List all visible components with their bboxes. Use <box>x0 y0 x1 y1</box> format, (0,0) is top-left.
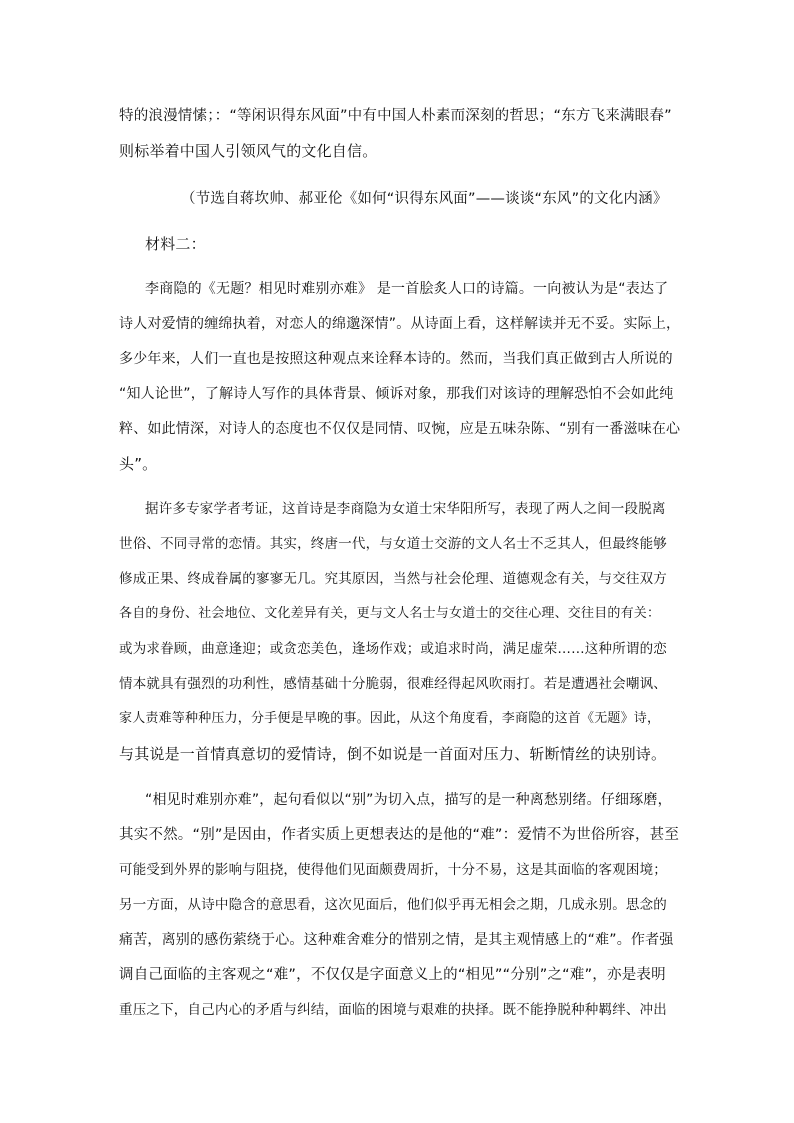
paragraph-line: 头”。 <box>119 455 158 473</box>
intro-line: 特的浪漫情愫；：“等闲识得东风面”中有中国人朴素而深刻的哲思；“东方飞来满眼春” <box>119 108 672 124</box>
paragraph-line: 重压之下，自己内心的矛盾与纠结，面临的困境与艰难的抉择。既不能挣脱种种羁绊、冲出 <box>119 1002 667 1018</box>
intro-line: 则标举着中国人引领风气的文化自信。 <box>119 142 378 160</box>
paragraph-line: “知人论世”，了解诗人写作的具体背景、倾诉对象，那我们对该诗的理解恐怕不会如此纯 <box>119 386 674 402</box>
material-heading: 材料二： <box>145 235 206 253</box>
paragraph-line: 调自己面临的主客观之“难”，不仅仅是字面意义上的“相见”“分别”之“难”，亦是表明 <box>119 967 666 983</box>
paragraph-line: 粹、如此情深，对诗人的态度也不仅仅是同情、叹惋，应是五味杂陈、“别有一番滋味在心 <box>119 421 681 437</box>
paragraph-line: 李商隐的《无题？相见时难别亦难》 是一首脍炙人口的诗篇。一向被认为是“表达了 <box>145 281 669 297</box>
paragraph-line: 另一方面，从诗中隐含的意思看，这次见面后，他们似乎再无相会之期，几成永别。思念的 <box>119 897 667 913</box>
paragraph-line: 痛苦，离别的感伤萦绕于心。这种难舍难分的惜别之情，是其主观情感上的“难”。作者强 <box>119 932 674 948</box>
paragraph-line: 家人责难等种种压力，分手便是早晚的事。因此，从这个角度看，李商隐的这首《无题》诗， <box>119 711 661 726</box>
paragraph-line: 诗人对爱情的缠绵执着，对恋人的绵邈深情”。从诗面上看，这样解读并无不妥。实际上， <box>119 316 681 332</box>
paragraph-line: 多少年来，人们一直也是按照这种观点来诠释本诗的。然而，当我们真正做到古人所说的 <box>119 351 673 367</box>
paragraph-line: “相见时难别亦难”，起句看似以“别”为切入点，描写的是一种离愁别绪。仔细琢磨， <box>145 792 672 808</box>
paragraph-line: 或为求眷顾，曲意逢迎；或贪恋美色，逢场作戏；或追求时尚，满足虚荣……这种所谓的恋 <box>119 641 667 657</box>
paragraph-line: 世俗、不同寻常的恋情。其实，终唐一代，与女道士交游的文人名士不乏其人，但最终能够 <box>119 536 667 552</box>
paragraph-line: 与其说是一首情真意切的爱情诗，倒不如说是一首面对压力、斩断情丝的诀别诗。 <box>119 745 667 763</box>
paragraph-line: 情本就具有强烈的功利性，感情基础十分脆弱，很难经得起风吹雨打。若是遭遇社会嘲讽、 <box>119 676 667 692</box>
paragraph-line: 修成正果、终成眷属的寥寥无几。究其原因，当然与社会伦理、道德观念有关，与交往双方 <box>119 571 667 587</box>
paragraph-line: 据许多专家学者考证，这首诗是李商隐为女道士宋华阳所写，表现了两人之间一段脱离 <box>145 501 666 517</box>
source-citation: （节选自蒋坎帅、郝亚伦《如何“识得东风面”——谈谈“东风”的文化内涵》 <box>181 191 668 207</box>
paragraph-line: 其实不然。“别”是因由，作者实质上更想表达的是他的“难”：爱情不为世俗所容，甚至 <box>119 827 680 843</box>
paragraph-line: 可能受到外界的影响与阻挠，使得他们见面颇费周折，十分不易，这是其面临的客观困境； <box>119 862 667 878</box>
paragraph-line: 各自的身份、社会地位、文化差异有关，更与文人名士与女道士的交往心理、交往目的有关： <box>119 606 661 621</box>
